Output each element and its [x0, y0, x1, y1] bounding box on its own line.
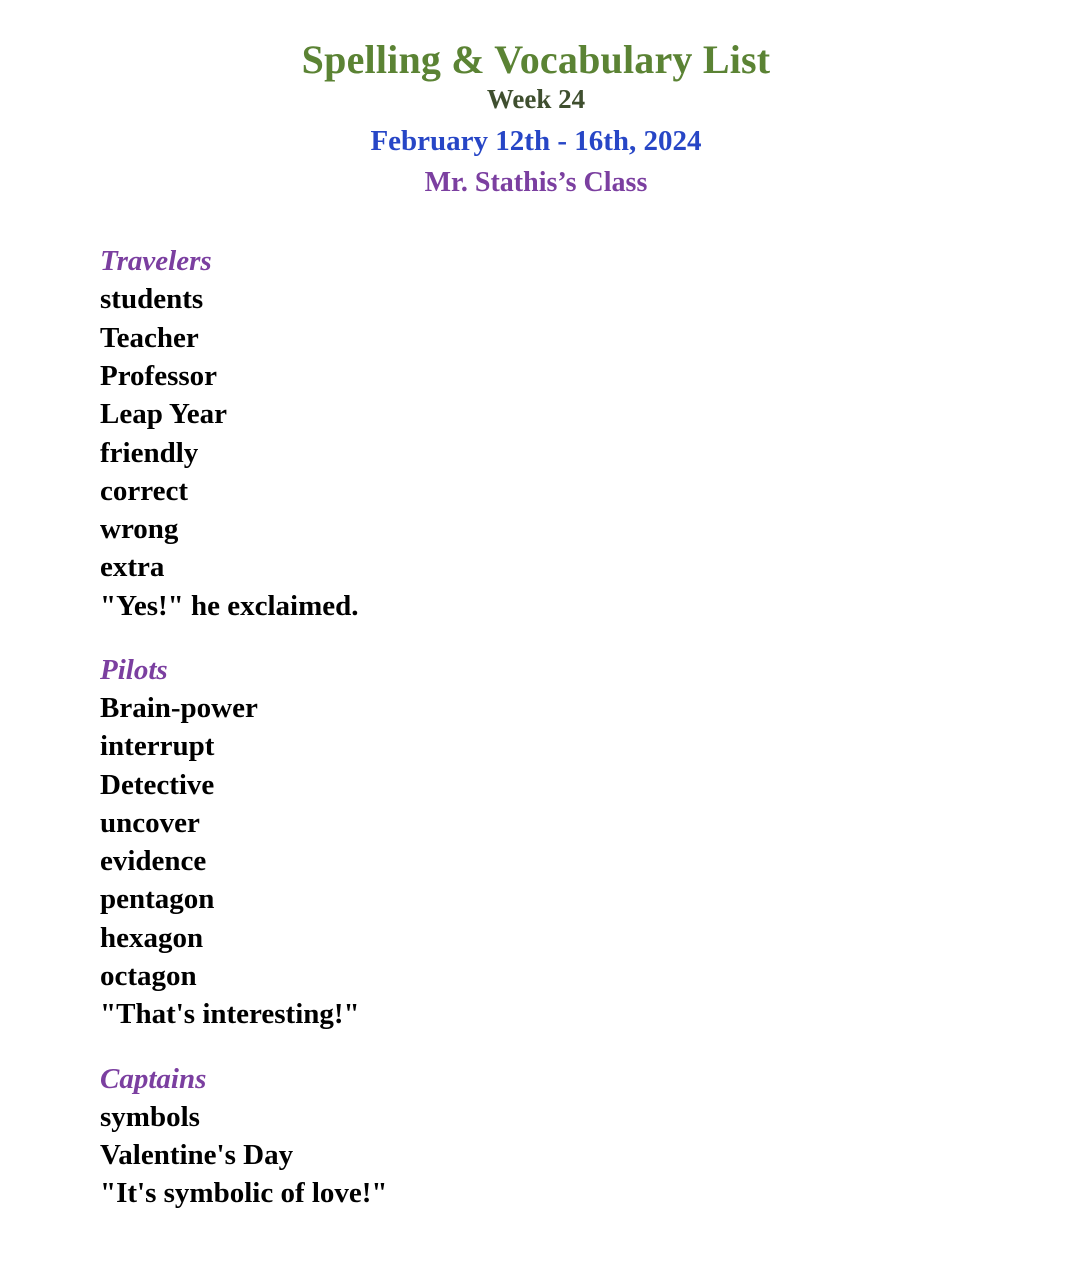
list-item: Professor [100, 359, 218, 392]
list-item: evidence [100, 845, 207, 878]
list-item: uncover [100, 806, 200, 839]
list-item: hexagon [100, 921, 204, 954]
list-item: wrong [100, 513, 179, 546]
list-item: Valentine's Day [100, 1139, 294, 1172]
list-item: Brain-power [100, 692, 258, 725]
group-title: Captains [100, 1062, 207, 1095]
word-group-pilots [100, 651, 1072, 1034]
list-item: symbols [100, 1100, 200, 1133]
list-item: interrupt [100, 730, 215, 763]
list-item: pentagon [100, 883, 215, 916]
list-item: correct [100, 474, 188, 507]
class-name-label: Mr. Stathis’s Class [424, 167, 648, 199]
group-title: Pilots [100, 653, 168, 686]
list-item: friendly [100, 436, 199, 469]
list-item: extra [100, 551, 165, 584]
list-item: octagon [100, 959, 197, 992]
word-group-captains [100, 1060, 1072, 1213]
word-list-area [100, 242, 1072, 1212]
week-label: Week 24 [486, 84, 586, 115]
list-item: students [100, 283, 204, 316]
list-item: Detective [100, 768, 215, 801]
word-group-travelers [100, 242, 1072, 625]
document-header [0, 0, 1072, 200]
list-item: "Yes!" he exclaimed. [100, 589, 359, 622]
page-title: Spelling & Vocabulary List [301, 37, 771, 82]
list-item: Teacher [100, 321, 199, 354]
list-item: "That's interesting!" [100, 998, 360, 1031]
date-range-label: February 12th - 16th, 2024 [370, 124, 702, 157]
group-title: Travelers [100, 245, 212, 278]
list-item: Leap Year [100, 398, 227, 431]
list-item: "It's symbolic of love!" [100, 1177, 388, 1210]
